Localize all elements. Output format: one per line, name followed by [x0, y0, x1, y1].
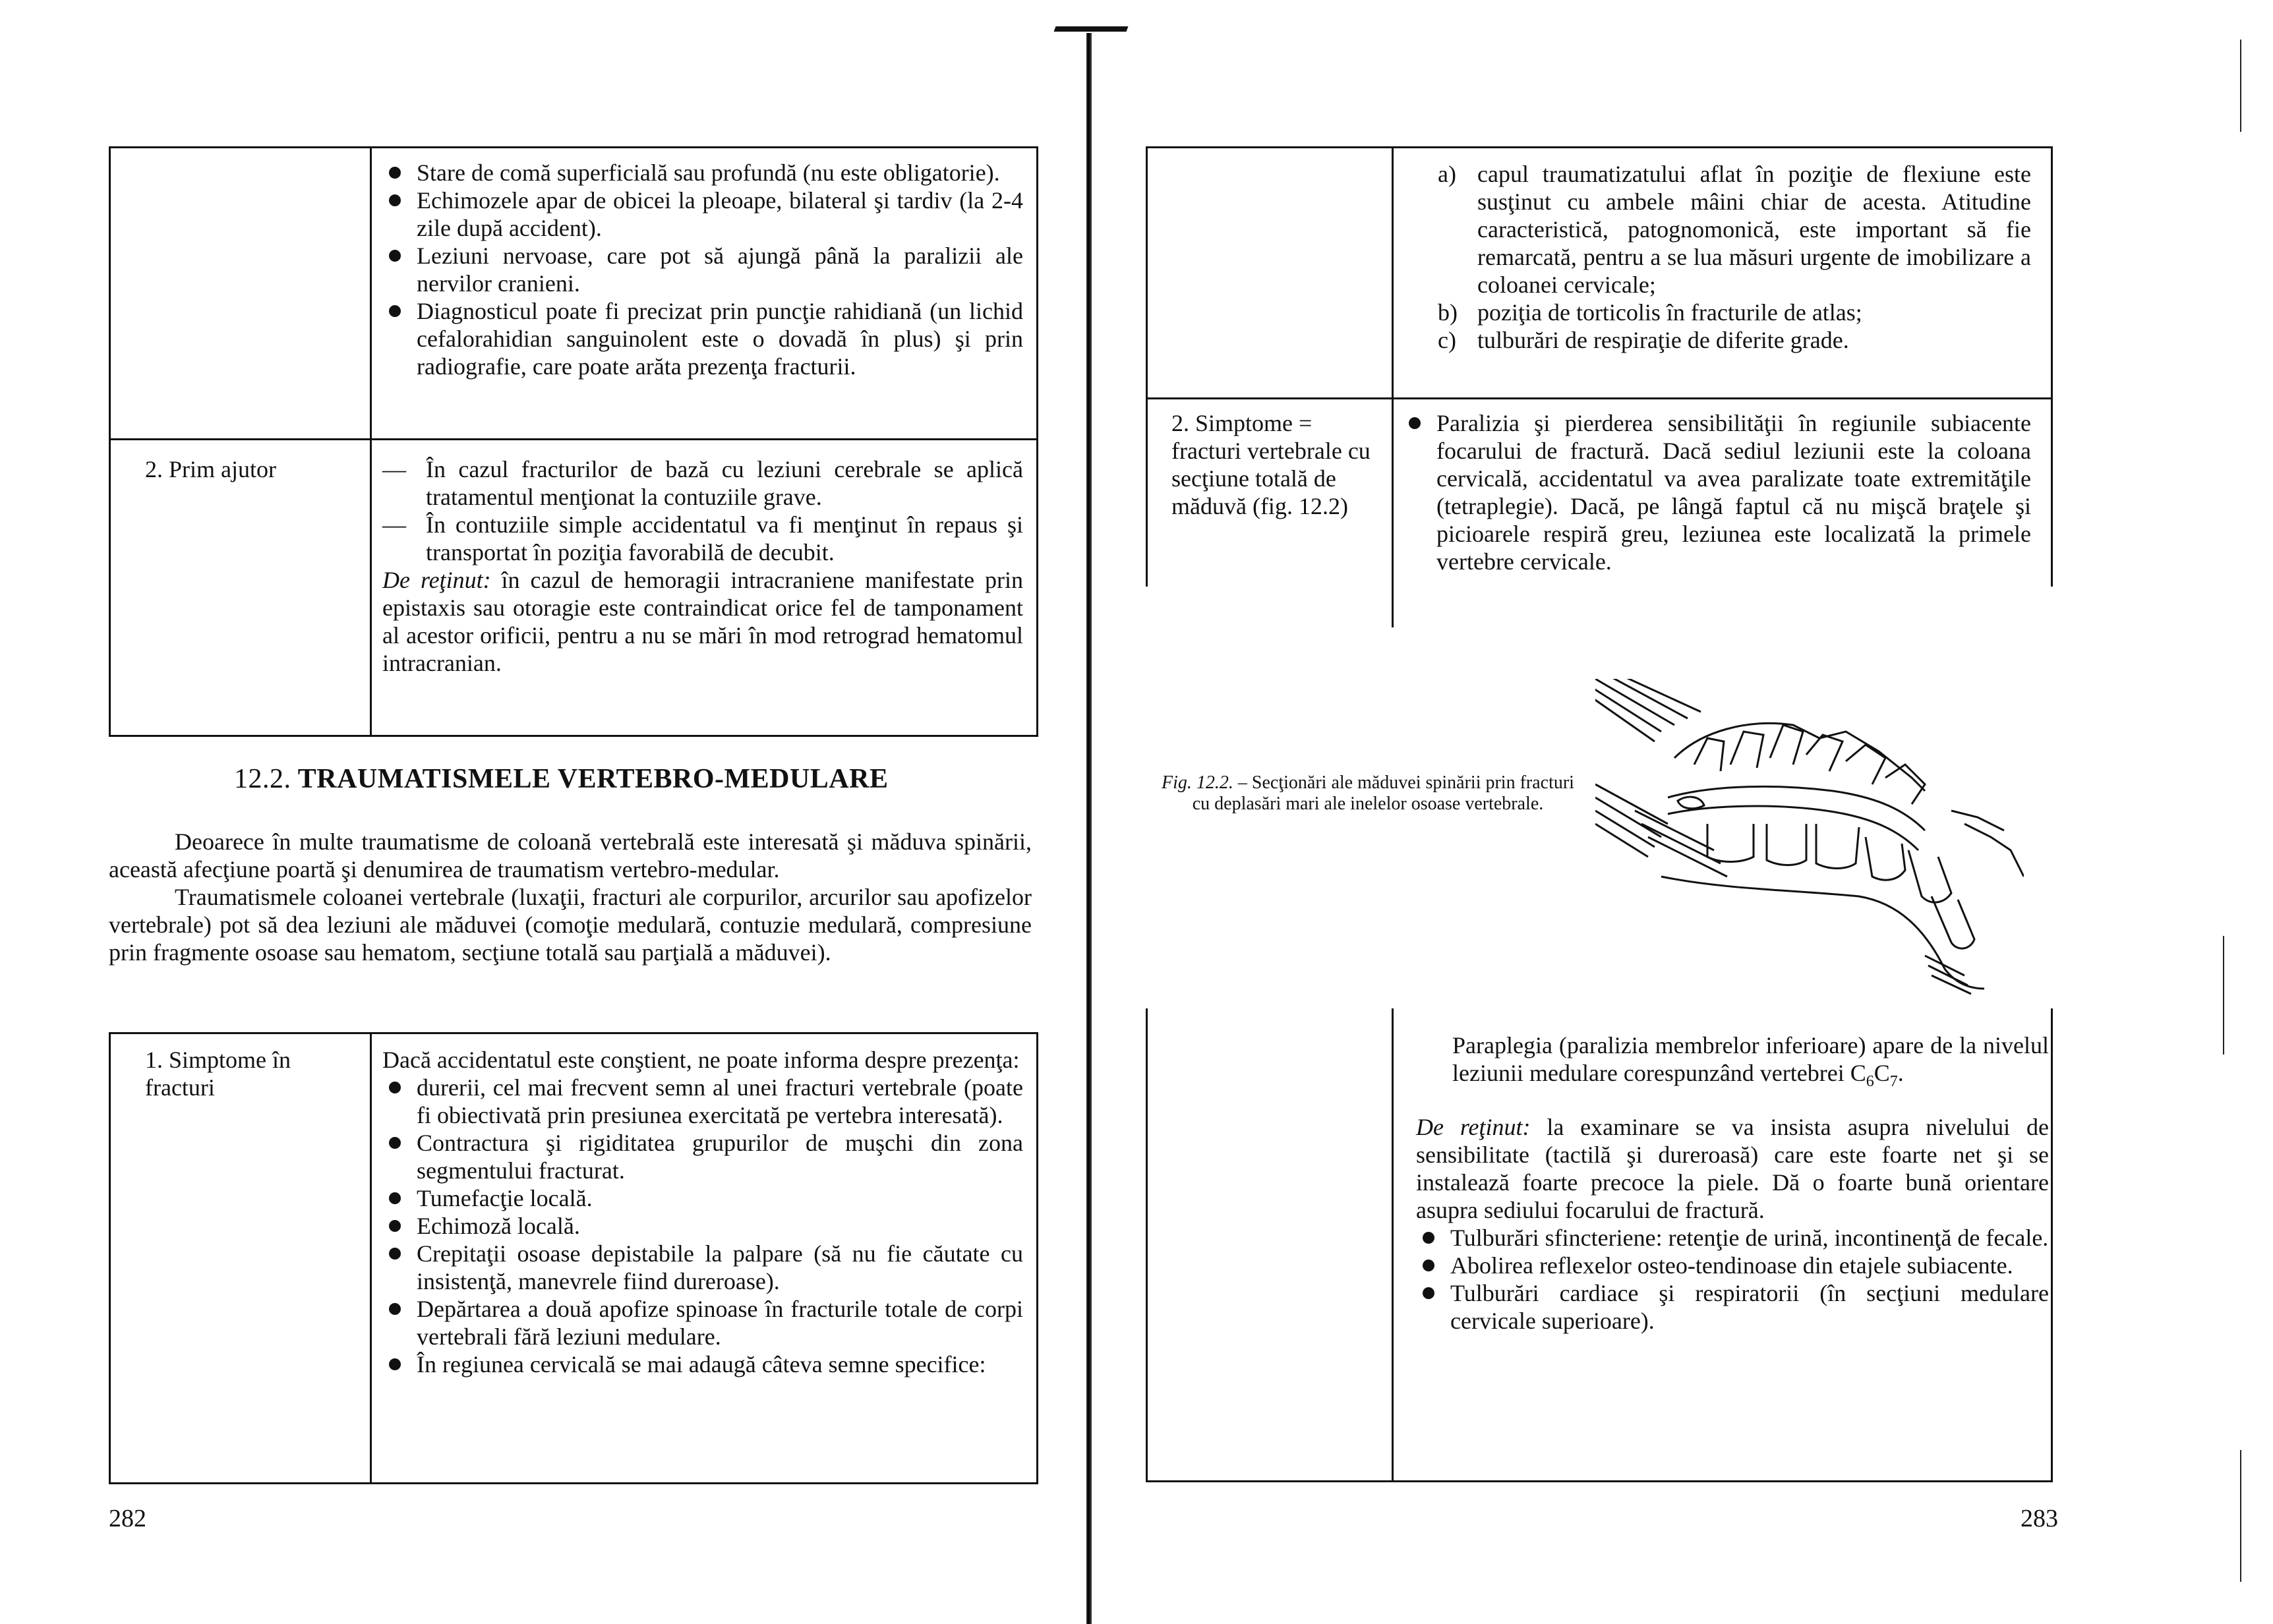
list-marker: a): [1438, 161, 1456, 187]
list-item: Tumefacţie locală.: [382, 1184, 1023, 1212]
page-number: 282: [109, 1505, 146, 1532]
table-column-divider: [1392, 148, 1394, 627]
figure-caption: Fig. 12.2. – Secţionări ale măduvei spinării prin fracturi cu deplasări mari ale inelelor osoase vertebrale.: [1162, 772, 1574, 814]
intro-paragraph: Deoarece în multe traumatisme de coloană vertebrală este interesată şi măduva spinării, această afecţiune poartă şi denumirea de traumatism vertebro-medular.: [109, 828, 1032, 883]
paraplegia-paragraph: Paraplegia (paralizia membrelor inferioare) apare de la nivelul leziunii medulare corespunzând vertebrei $C_6C_7$.: [1452, 1032, 2049, 1091]
list-item: — În cazul fracturilor de bază cu leziuni cerebrale se aplică tratamentul menţionat la contuziile grave.: [382, 456, 1023, 510]
list-item: b) poziţia de torticolis în fracturile de atlas;: [1438, 299, 1862, 326]
list-item: Leziuni nervoase, care pot să ajungă până la paralizii ale nervilor cranieni.: [382, 242, 1023, 297]
lower-hatching: [1925, 956, 1971, 994]
vertebrae-upper: [1674, 723, 1925, 804]
table-row-label: 1. Simptome în fracturi: [145, 1047, 291, 1101]
scan-edge-mark: [2223, 936, 2224, 1055]
bullet-icon: [1423, 1287, 1434, 1299]
lettered-list: [1438, 160, 2031, 354]
table-row-divider: [1148, 397, 2051, 399]
bullet-list: [1402, 409, 2031, 575]
list-marker: c): [1438, 327, 1456, 353]
right-table: [1146, 146, 2053, 587]
list-item: Contractura şi rigiditatea grupurilor de muşchi din zona segmentului fracturat.: [382, 1129, 1023, 1184]
spine-illustration: [1595, 679, 2024, 995]
note-heading: De reţinut:: [1416, 1114, 1531, 1140]
scan-edge-mark: [2240, 40, 2241, 132]
continuation-text: [1416, 1031, 2049, 1335]
list-item: — În contuziile simple accidentatul va fi menţinut în repaus şi transportat în poziţia favorabilă de decubit.: [382, 511, 1023, 566]
list-item: Echimoză locală.: [382, 1212, 1023, 1240]
list-item: Echimozele apar de obicei la pleoape, bilateral şi tardiv (la 2-4 zile după accident).: [382, 187, 1023, 242]
list-item: Paralizia şi pierderea sensibilităţii în regiunile subiacente focarului de fractură. Dacă sediul leziunii este la coloana cervicală, accidentatul va avea paralizate toate extremităţile (tetraplegie). Dacă, pe lângă faptul că nu mişcă braţele şi picioarele respiră greu, leziunea este localizată la primele vertebre cervicale.: [1402, 409, 2031, 575]
list-item: Tulburări sfincteriene: retenţie de urină, incontinenţă de fecale.: [1416, 1224, 2049, 1252]
bullet-icon: [1423, 1260, 1434, 1271]
lead-text: Dacă accidentatul este conştient, ne poate informa despre prezenţa:: [382, 1047, 1020, 1073]
note-heading: De reţinut:: [382, 567, 491, 593]
table-row2-content: [1402, 409, 2031, 575]
section-title: TRAUMATISMELE VERTEBRO-MEDULARE: [297, 764, 889, 794]
list-item: Depărtarea a două apofize spinoase în fracturile totale de corpi vertebrali fără leziuni medulare.: [382, 1295, 1023, 1350]
bullet-list: [1416, 1224, 2049, 1335]
outer-contour: [1661, 811, 2024, 989]
note-paragraph: De reţinut: la examinare se va insista asupra nivelului de sensibilitate (tactilă şi dureroasă) care este foarte net şi se instalează foarte precoce la piele. Dă o foarte bună orientare asupra sediului focarului de fractură.: [1416, 1114, 2049, 1223]
table-row1-content: [1438, 160, 2031, 354]
dash-mark: —: [382, 511, 406, 538]
vertebral-bodies: [1707, 824, 1974, 948]
list-item: Diagnosticul poate fi precizat prin puncţie rahidiană (un lichid cefalorahidian sanguinolent este o dovadă în plus) şi prin radiografie, care poate arăta prezenţa fracturii.: [382, 297, 1023, 380]
figure-number: Fig. 12.2.: [1162, 772, 1233, 793]
section-number: 12.2.: [234, 764, 291, 794]
scan-edge-mark: [2240, 1450, 2241, 1582]
list-item: Tulburări cardiace şi respiratorii (în secţiuni medulare cervicale superioare).: [1416, 1279, 2049, 1335]
bullet-icon: [1423, 1232, 1434, 1244]
list-item: Crepitaţii osoase depistabile la palpare (să nu fie căutate cu insistenţă, manevrele fiind dureroase).: [382, 1240, 1023, 1295]
list-item: Abolirea reflexelor osteo-tendinoase din etajele subiacente.: [1416, 1252, 2049, 1279]
list-item: durerii, cel mai frecvent semn al unei fracturi vertebrale (poate fi obiectivată prin presiunea exercitată pe vertebra interesată).: [382, 1074, 1023, 1129]
note-paragraph: De reţinut: în cazul de hemoragii intracraniene manifestate prin epistaxis sau otoragie este contraindicat orice fel de tamponament al acestor orificii, pentru a nu se mări în mod retrograd hematomul intracranian.: [382, 567, 1024, 676]
list-item: a) capul traumatizatului aflat în poziţie de flexiune este susţinut cu ambele mâini chiar de acesta. Atitudine caracteristică, patognomonică, este important să fie remarcată, pentru a se lua măsuri urgente de imobilizare a coloanei cervicale;: [1438, 161, 2031, 298]
table-row2-label: 2. Prim ajutor: [145, 456, 276, 482]
dash-mark: —: [382, 456, 406, 482]
list-item: c) tulburări de respiraţie de diferite grade.: [1438, 327, 1849, 353]
list-item: În regiunea cervicală se mai adaugă câteva semne specifice:: [382, 1350, 1023, 1378]
table-row2-label: 2. Simptome = fracturi vertebrale cu secţiune totală de măduvă (fig. 12.2): [1171, 410, 1371, 519]
table-column-divider: [1392, 1008, 1394, 1480]
list-item: Stare de comă superficială sau profundă (nu este obligatorie).: [382, 159, 1023, 187]
page-number: 283: [2021, 1505, 2058, 1532]
bullet-icon: [1409, 417, 1421, 429]
intro-paragraph: Traumatismele coloanei vertebrale (luxaţii, fracturi ale corpurilor, arcurilor sau apofizelor vertebrale) pot să dea leziuni ale măduvei (comoţie medulară, contuzie medulară, compresiune prin fragmente osoase sau hematom, secţiune totală sau parţială a măduvei).: [109, 884, 1032, 966]
list-marker: b): [1438, 299, 1458, 326]
